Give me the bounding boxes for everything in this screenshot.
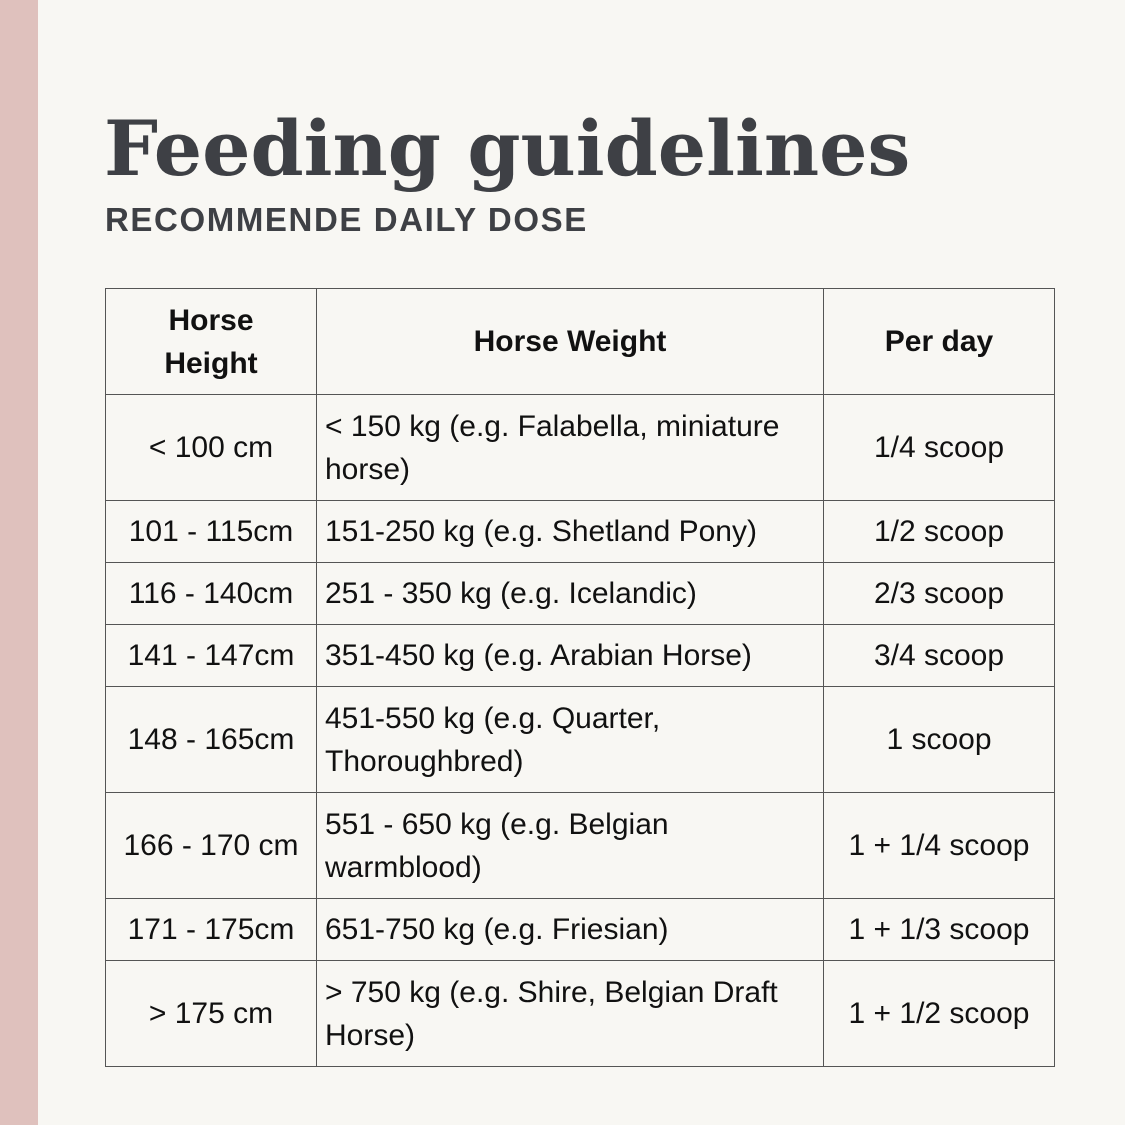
cell-height: 166 - 170 cm bbox=[106, 793, 317, 899]
table-row bbox=[106, 625, 1055, 687]
table-header-row bbox=[106, 289, 1055, 395]
cell-height: < 100 cm bbox=[106, 395, 317, 501]
column-header-dose bbox=[824, 289, 1055, 395]
cell-dose: 1 scoop bbox=[824, 687, 1055, 793]
page-title: Feeding guidelines bbox=[104, 104, 911, 193]
cell-dose: 1/2 scoop bbox=[824, 501, 1055, 563]
table-row bbox=[106, 395, 1055, 501]
cell-dose: 1 + 1/4 scoop bbox=[824, 793, 1055, 899]
cell-dose: 2/3 scoop bbox=[824, 563, 1055, 625]
feeding-table bbox=[105, 288, 1055, 1067]
cell-weight: 551 - 650 kg (e.g. Belgian warmblood) bbox=[317, 793, 824, 899]
column-header-label: Horse Height bbox=[164, 303, 258, 380]
column-header-height bbox=[106, 289, 317, 395]
cell-dose: 3/4 scoop bbox=[824, 625, 1055, 687]
cell-dose: 1 + 1/3 scoop bbox=[824, 899, 1055, 961]
table-row bbox=[106, 793, 1055, 899]
accent-bar bbox=[0, 0, 38, 1125]
cell-height: 101 - 115cm bbox=[106, 501, 317, 563]
table-row bbox=[106, 961, 1055, 1067]
page-subtitle: RECOMMENDE DAILY DOSE bbox=[105, 201, 588, 238]
cell-weight: 651-750 kg (e.g. Friesian) bbox=[317, 899, 824, 961]
table-row bbox=[106, 687, 1055, 793]
cell-weight: > 750 kg (e.g. Shire, Belgian Draft Horse) bbox=[317, 961, 824, 1067]
table-row bbox=[106, 899, 1055, 961]
table-row bbox=[106, 501, 1055, 563]
cell-dose: 1/4 scoop bbox=[824, 395, 1055, 501]
cell-weight: 351-450 kg (e.g. Arabian Horse) bbox=[317, 625, 824, 687]
column-header-label: Horse Weight bbox=[473, 325, 667, 358]
cell-height: 171 - 175cm bbox=[106, 899, 317, 961]
cell-weight: < 150 kg (e.g. Falabella, miniature horse) bbox=[317, 395, 824, 501]
column-header-label: Per day bbox=[884, 325, 994, 358]
cell-height: 116 - 140cm bbox=[106, 563, 317, 625]
cell-height: 148 - 165cm bbox=[106, 687, 317, 793]
cell-dose: 1 + 1/2 scoop bbox=[824, 961, 1055, 1067]
cell-height: > 175 cm bbox=[106, 961, 317, 1067]
cell-weight: 451-550 kg (e.g. Quarter, Thoroughbred) bbox=[317, 687, 824, 793]
table-row bbox=[106, 563, 1055, 625]
column-header-weight bbox=[317, 289, 824, 395]
cell-weight: 251 - 350 kg (e.g. Icelandic) bbox=[317, 563, 824, 625]
cell-height: 141 - 147cm bbox=[106, 625, 317, 687]
cell-weight: 151-250 kg (e.g. Shetland Pony) bbox=[317, 501, 824, 563]
